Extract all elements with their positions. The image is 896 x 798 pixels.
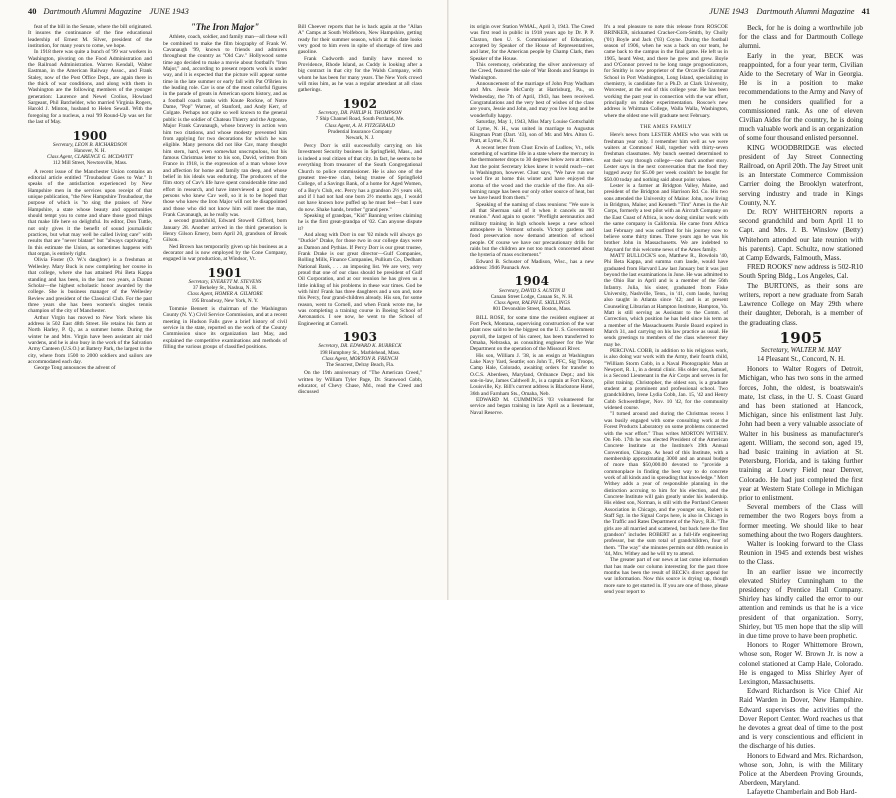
class-officer: Class Agent, RALPH E. SKILLINGS xyxy=(494,300,570,307)
text-column xyxy=(470,24,594,594)
class-address: 7 Ship Channel Road, South Portland, Me. xyxy=(315,116,405,123)
article-paragraph: Athlete, coach, soldier, and family man—all these will be combined to make the film biography of Frank W. Cavanaugh '99, known to friends and admirers throughout the country as "Old Cav." Hollywood some time ago decided to make a movie about football's "Iron Major," and, according to present reports work is under way, and it is expected that the picture will appear some time in the late summer or early fall with Pat O'Brien in the leading role. Cav is one of the most colorful figures in the parade of greats in American sports history, and as a football coach ranks with Knute Rockne, of Notre Dame, "Pop" Warner, of Stanford, and Andy Kerr, of Colgate. Perhaps not quite so well known to the general public is the soldier of Chateau Thierry and the Argonne, Major Frank Cavanaugh, whose bravery in action won him two citations, and whose modesty prevented him from applying for two decorations for which he was eligible. Many persons did not like Cav, many thought him stern, hard, even somewhat unscrupulous, but his famous Christmas letter to his son, David, written from France in 1918, is the expression of a man whose love and affection for home and family ran deep, and whose belief in his ideals was enduring. The producers of the film story of Cav's life have spent considerable time and effort in research, and have interviewed a good many persons who knew Cav well, so it is to be hoped that those who knew the Iron Major will not be disappointed and those who did not know him will meet the man, Frank Cavanaugh, as he really was. xyxy=(163,34,287,218)
article-paragraph: Saturday, May 1, 1943, Miss Mary Louise Gottschaldt of Lyme, N. H., was united in marriage to Augustus Kingman Pratt (Dart. '43), son of Mr. and Mrs. Alton G. Pratt, at Lyme, N. H. xyxy=(470,119,594,145)
article-paragraph: a second grandchild, Edward Stowell Gifford, born January 28. Another arrived in the third generation is Henry Gilson Emery, born April 20, grandson of Brook Gilson. xyxy=(163,218,287,244)
class-section-heading xyxy=(739,328,863,363)
article-paragraph: its origin over Station WMAL, April 3, 1943. The Creed was first read in public in 1918 years ago by Dr. P. P. Claxton, then U. S. Commissioner of Education, accepted by Speaker of the House of Representatives, and later, for the American people by Champ Clark, then Speaker of the House. xyxy=(470,24,594,62)
article-paragraph: Walter is looking forward to the Class Reunion in 1945 and extends best wishes to the Class. xyxy=(739,539,863,567)
article-paragraph: Lafayette Chamberlain and Bob Hard- xyxy=(747,788,857,797)
article-paragraph: George Tong announces the advent of xyxy=(34,365,116,372)
article-paragraph: Ned Brown has temporarily given up his business as a decorator and is now employed by the Cone Company, engaged in war production, at Windsor, Vt. xyxy=(163,243,287,263)
article-paragraph: Honors to Walter Rogers of Detroit, Michigan, who has two sons in the armed forces, John, the oldest, is boatswain's mate, 1st class, in the U. S. Coast Guard and has been stationed at Hancock, Michigan, since his enlistment last July. John had been a very valuable associate of Walter in his business as manufacturer's agent. William, the second son, aged 19, had basic training in aviation at St. Petersburg, Florida, and is taking further training at Lowry Field near Denver, Colorado. He had just completed the first year at Western State College in Michigan prior to enlistment. xyxy=(739,365,863,502)
page-number: 40 xyxy=(28,7,37,16)
article-paragraph: Percy Dorr is still successfully carrying on his Investment Security business in Springfield, Mass., and is indeed a real citizen of that city. In fact, he seems to be everything from treasurer of the South Congregational Church to police commissioner. He is also one of the greatest tree-tree clan, being trustee of Springfield College, of a Savings Bank, of a home for Aged Women, of a Boy's Club, etc. Percy has a grandson 2½ years old, and if I had not had one born 2½ months ago, I would not have known how puffed up he must feel—but I sure do now. Shake hands, brother "grand pere." xyxy=(298,143,422,213)
class-officer: Class Agent, A. H. FITZGERALD xyxy=(325,122,395,129)
text-column xyxy=(163,24,287,594)
article-paragraph: feat of the bill in the Senate, where the bill originated. It insures the continuance of the fine educational leadership of Ernest M. Silver, president of the institution, for many years to come, we hope. xyxy=(28,24,152,50)
class-officer: Secretary, EVERETT M. STEVENS xyxy=(188,279,262,286)
article-paragraph: The greater part of our news at last come information that has made our column interesting for the past three months has been the result of BECK's direct appeal for war information. Now this source is drying up, though more sure to get started in. If you are one of those, please send your report to xyxy=(604,557,728,596)
class-officer: Secretary, LEON B. RICHARDSON xyxy=(52,141,128,148)
article-paragraph: FRED ROOKS' new address is 502-R10 South Spring Bldg., Los Angeles, Cal. xyxy=(739,263,863,281)
article-paragraph: It's a real pleasure to note this release from ROSCOE BRINKER, nicknamed Cracker-Corn-Smith, by Cholly ('01) Boyle and Jack ('03) Coyne. During the football season of 1906, when he was a back on our team, he came back to the campus in the final game. He left us in 1905, heard West, and there he grew and grew. Boyle and O'Connor proved to be long range prognosticators, for Smithy is now proprietor of the Orcaville Grammar School in Port Washington, Long Island, specializing in chemistry, is candidate for a Ph.D. at Clark University, Worcester, at the end of this college year. He has been working the past year in connection with the war effort, principally on rubber experimentation. Roscoe's new address is Whitman College, Walla Walla, Washington, where the oldest one will graduate next February. xyxy=(604,24,728,119)
subheading xyxy=(604,124,728,130)
article-paragraph: Honors to Edward and Mrs. Richardson, whose son, John, is with the Military Police at the Aberdeen Proving Grounds, Aberdeen, Maryland. xyxy=(739,751,863,788)
text-column xyxy=(298,24,422,594)
article-paragraph: Announcement of the marriage of John Pray Wadham and Mrs. Jessie McCurdy at Harrisburg, Pa., on Wednesday, the 7th of April, 1943, has been received. Congratulations and the very best of wishes of the class are yours, Jessie and John, and may you live long and be wonderfully happy. xyxy=(470,81,594,119)
article-paragraph: Honors to Roger Whittemore Brown, whose son, Roger W. Brown Jr. is now a colonel stationed at Camp Hale, Colorado. He is engaged to Miss Shirley Ayer of Lexington, Massachusetts. xyxy=(739,641,863,686)
article-paragraph: Speaking of the naming of class reunions: "We sure is all that Sherman said of it when it cancels an '03 reunion." And again to quote: "Preflight aeronautics and military training in high schools keeps a new school atmosphere in Vermont schools. Victory gardens and food preservation now demand attention of school people. Of course we have our precautionary drills for raids but the children are not too much concerned about the hysteria of mass excitement." xyxy=(470,201,594,259)
class-year: 1905 xyxy=(779,328,823,347)
article-paragraph: Olivia Foster (O. W.'s daughter) is a freshman at Wellesley. Mary Buck is now completing her course in that college, where she has attained Phi Beta Kappa standing and has been, in the last two years, a Durant Scholar—the highest scholastic honor awarded by the college. She is business manager of the Wellesley Review and president of the Classical Club. For the past three years she has been women's singles tennis champion of the city of Manchester. xyxy=(28,257,152,315)
text-column xyxy=(28,24,152,594)
class-address: 14 Pleasant St., Concord, N. H. xyxy=(757,354,845,363)
article-paragraph: PERCIVAL COBB, in addition to his religious work, is also doing war work with the Army, their fourth child, "William Storm Cobb, in a Naval Photographic Man at Newport, R. I., in a dental clinic. His older son, Samuel, is a Second Lieutenant in the Air Corps and serves in for pilot training. Christopher, the oldest son, is a graduate student at a prominent and professional school. Two grandchildren, Irene Lydia Cobb, Jan. 15, '42 and Henry Cobb Schwerdtfeger, Nov. 10 '42, for the community widened course. xyxy=(604,348,728,412)
right-page-header xyxy=(709,7,870,16)
class-address: 801 Devonshire Street, Boston, Mass. xyxy=(492,306,572,313)
text-column xyxy=(739,24,863,797)
article-paragraph: On the 19th anniversary of "The American Creed," written by William Tyler Page, Dr. Stanwood Cobb, educator, of Chevy Chase, Md., read the Creed and discussed xyxy=(298,370,422,396)
class-officer: Class Agent, MORTON R. FRENCH xyxy=(322,355,398,362)
article-paragraph: A recent issue of the Manchester Union contains an editorial article entitled "Troubadour Goes to War." It speaks of the antisfaction experienced by New Hampshire men in the services upon receipt of that unique publication, "the New Hampshire Troubadour, the purpose of which is "to sing the praises of New Hampshire, a state whose beauty and opportunities should tempt you to come and share those good things that make life here so delightful. Its editor, Don Tuttle, not only gives it the benefit of sound journalistic practices, but what may well be called living care" with results that are "never blatant" but "always captivating." In this estimate the Union, as sometimes happens with that organ, is entirely right. xyxy=(28,168,152,258)
class-section-heading xyxy=(28,128,152,167)
article-paragraph: Early in the year, BECK was reappointed, for a four year term, Civilian Aide to the Secretary of War in Georgia. He is in a position to make recommendations to the Army and Navy of men he considers qualified for a commissioned rank. As one of eleven Civilian Aides for the country, he is doing much valuable work and is an organization of some four thousand enlisted personnel. xyxy=(739,51,863,143)
article-paragraph: Several members of the Class will remember the two Rogers boys from a former meeting. We should like to hear something about the two Rogers daughters. xyxy=(739,503,863,539)
page-number: 41 xyxy=(861,7,870,16)
left-page xyxy=(0,0,448,600)
class-officer: Secretary, DAVID S. AUSTIN II xyxy=(498,287,565,294)
article-paragraph: In 1918 there was quite a bunch of '99 war workers in Washington, pivoting on the Food Administration and the Railroad Administration. Warren Kendall, Walter Eastman, in the American Railway Assoc., and Frank Staley, now of the Post Office Dept., are again there in the thick of war conditions, and along with them in Washington are the following members of the younger generation: Laurence and Newel Crolius, Howland Sargeant, Phil Batchelder, who married Virginia Rogers, Harold J. Minton, husband to Helen Sewall. With the foregoing for a nucleus, a real '99 Round-Up was set for the last of May. xyxy=(28,49,152,126)
article-paragraph: Arthur Virgin has moved to New York where his address is 502 East 48th Street. He retains his farm at North Harley, P. Q., as a summer home. During the winter he and Mrs. Virgin have been assistant air raid wardens, and he is also busy in the work of the Salvation Army Canteen (U.S.O.) at Battery Park, the largest in the city, where from 1500 to 2000 soldiers and sailors are accommodated each day. xyxy=(28,314,152,365)
magazine-title: Dartmouth Alumni Magazine xyxy=(43,7,142,16)
article-paragraph: His son, William J. '38, is an ensign at Washington Lake Navy Yard, Seattle; son John T., PFC, Sig Troops, Camp Hale, Colorado, awaiting orders for transfer to O.C.S. Aberdeen, Maryland, Ordnance Dept.; and his son-in-law, James Caldwell Jr., is a captain at Fort Knox, Louisville, Ky. Bill's current address is Blackstone Hotel, 36th and Farnham Sts., Omaha, Neb. xyxy=(470,352,594,397)
article-paragraph: Speaking of grandpas, "Kid" Banning writes claiming he is the first great-grandpa of '02. Can anyone dispute it? xyxy=(298,212,422,232)
text-column xyxy=(604,24,728,594)
class-officer: Secretary, DR. PHILIP H. THOMPSON xyxy=(318,110,402,117)
class-address: 198 Humphrey St., Marblehead, Mass. xyxy=(319,349,401,356)
class-section-heading xyxy=(298,96,422,141)
class-section-heading xyxy=(298,330,422,369)
class-officer: Secretary, DR. EDWARD K. BURBECK xyxy=(318,343,402,350)
class-address: The Seacrest, Delray Beach, Fla. xyxy=(325,362,395,369)
class-section-heading xyxy=(470,274,594,313)
article-title: "The Iron Major" xyxy=(190,22,260,32)
class-year: 1901 xyxy=(207,265,243,280)
article-paragraph: Beck, for he is doing a worthwhile job for the class and for Dartmouth College alumni. xyxy=(739,24,863,51)
class-address: Canaan Street Lodge, Canaan St., N. H. xyxy=(490,293,574,300)
article-paragraph: BILL ROSE, for some time the resident engineer at Fort Peck, Montana, supervising construction of the war plant now said to be the biggest on the U. S. Government payroll, the largest of his career, has been transferred to Omaha, Nebraska, as consulting engineer for the War Department on the operation of the Missouri River. xyxy=(470,314,594,353)
class-address: 195 Broadway, New York, N. Y. xyxy=(191,297,259,304)
article-paragraph: This ceremony, celebrating the silver anniversary of the Creed, featured the sale of War Bonds and Stamps in Washington. xyxy=(470,62,594,81)
article-paragraph: Dr. ROY WHITEHORN reports a second grandchild and born April 11 to Capt. and Mrs. J. B. Winslow (Betty) Whitehorn attended our late reunion with his parents). Capt. Schultz, now stationed at Camp Edwards, Falmouth, Mass. xyxy=(739,208,863,263)
article-paragraph: Edward B. Schuster of Madison, Wisc., has a new address: 3946 Paunack Ave. xyxy=(470,258,594,272)
class-address: Newark, N. J. xyxy=(345,134,375,141)
class-year: 1904 xyxy=(514,274,550,289)
article-paragraph: And along with Dorr in our '02 minds will always go "Duckie" Drake, for those two in our college days were as Damon and Pythias. If Percy Dorr is our great trustee, Frank Drake is our great director—Gulf Companies, Rolling Mills, Finance Companies, Pullium Co., Dedham National Bank, . . . an imposing list. We are very, very proud that one of our class should be president of Gulf Oil Corporation, and at our reunion he has given us a little inkling of his problems in these war times. God be with him! Frank has three daughters and a son and, note this Percy, four grand-children already. His son, for some reason, went to Cornell, and when Frank wrote me, he was completing a training course in Boeing School of Aeronautics. I see now, he went to the School of Engineering at Cornell. xyxy=(298,231,422,327)
left-page-header xyxy=(28,7,189,16)
subheading-text: THE AMES FAMILY xyxy=(640,124,692,131)
class-year: 1903 xyxy=(342,330,378,345)
class-officer: Class Agent, HOMER A. GILMORE xyxy=(187,291,263,298)
article-paragraph: KING WOODBRIDGE was elected president of Jay Street Connecting Railroad, on April 20th. The Jay Street unit is an Interstate Commerce Commission Carrier doing the Brooklyn waterfront, serving industry and trade in Kings County, N.Y. xyxy=(739,143,863,207)
class-officer: Class Agent, CLARENCE G. MCDAVITT xyxy=(46,154,134,161)
article-paragraph: Tommie Bennett is chairman of the Washington County (N. Y.) Civil Service Commission, and at a recent meeting in Hudson Falls gave a brief history of civil service in the state, reported on the work of the County Commission since its organization last May, and explained the competitive examinations and methods of filling the various groups of classified positions. xyxy=(163,305,287,350)
issue-date: JUNE 1943 xyxy=(709,7,749,16)
article-paragraph: Edward Richardson is Vice Chief Air Raid Warden in Dover, New Hampshire. Edward supervises the activities of the Dover Report Center. Word reaches us that he devotes a great deal of time to the post and is very conscientious and efficient in the discharge of his duties. xyxy=(739,687,863,751)
issue-date: JUNE 1943 xyxy=(149,7,189,16)
article-paragraph: EDWARD M. CUMMINGS '03 volunteered for service and began training in late April as a lieutenant, Naval Reserve. xyxy=(470,397,594,416)
class-year: 1900 xyxy=(72,128,108,143)
class-year: 1902 xyxy=(342,96,378,111)
class-address: Prudential Insurance Company xyxy=(327,128,393,135)
article-paragraph: Lester is a farmer at Bridgton Valley, Maine, and president of the Bridgton and Harrison Rd. Co. His two sons attended the University of Maine: John, now living in Bridgton, Maine; and Kenneth "Tim" Ames in the Air Corps, formerly a test pilot with an Aircraft Company on the East Coast of Africa, is now doing similar work with the same company in California. He came from Africa last February and was outfitted for his journey now to believe some thirty times. Three years ago he was his brother John in Massachusetts. We are indebted to Maynard for this welcome news of the Ames family. xyxy=(604,183,728,253)
article-paragraph: MATT BULLOCK'S son, Matthew R., Bowdoin '40, Phi Beta Kappa, and summa cum laude, would have graduated from Harvard Law last January but it was just beyond the last examinations in June. He was admitted to the Ohio Bar in April and is a member of the 56th Infantry. Julia, his sister, graduated from Fiske University, Nashville, Tenn., in '41, cum laude, having also taught in Atlanta since '42; and is at present Counseling Librarian at Hampton Institute, Hampton, Va. Matt is still serving as Assistant to the Comm. of Correction, which position he has held since his term as a member of the Massachusetts Parole Board expired in March 31, and carrying on his law practice as usual. He sends greetings to members of the class wherever they may be. xyxy=(604,252,729,348)
article-paragraph: The BURTONS, as their sons are writers, report a new graduate from Sarah Lawrence College on May 29th where their daughter, Deborah, is a member of the graduating class. xyxy=(739,281,863,327)
article-paragraph: "I turned around and during the Christmas recess I was busily engaged with some consulting work at the Forest Products Laboratory on some problems connected with the war effort." Thus writes MORTON WITHEY. On Feb. 17th he was elected President of the American Concrete Institute at the Institute's 39th Annual Convention, Chicago. As head of this Institute, with a membership approximating 3000 and an annual budget of more than $50,000.00 devoted to "provide a commonplace in finding the best way to do concrete work of all kinds and in spreading that knowledge." Mort Withey adds a year of responsible planning in the distinction accruing to him for his election, and the Concrete Institute will gain greatly under his leadership. His eldest son, Norman, is still with the Portland Cement Association in Chicago, and the younger son, Robert is Staff Sgt. in the Signal Corps here, is also in Chicago in the Traffic and Rates Department of the Navy, R.R. "The girls are all married and scattered, but back here the first grandson" includes ROBERT as a full-life engineering professor, but the sum total of grandchildren, four of them. "The way" she minutes permits our 40th reunion in '44, Mrs. Withey and he will try to attend. xyxy=(604,411,728,558)
article-paragraph: Bill Cheever reports that he is back again at the "Allan A" Camps at South Wolfeboro, New Hampshire, getting ready for their summer season, which at this date looks very good to him even in spite of shortage of tires and gasoline. xyxy=(298,24,422,56)
article-paragraph: Frank Cudworth and family have moved to Providence, Rhode Island, as Cuddy is looking after a big contract in that city for the Walsh Company, with whom he has been for many years. The New York crowd will miss him, as he was a regular attendant at all class gatherings. xyxy=(298,55,422,94)
class-address: 112 Mill Street, Newtonville, Mass. xyxy=(52,160,128,167)
magazine-title: Dartmouth Alumni Magazine xyxy=(756,7,855,16)
class-address: Hanover, N. H. xyxy=(74,148,106,155)
article-paragraph: A recent letter from Clust Erwin of Ludlow, Vt., tells something of wartime life in a state where the mercury in the thermometer drops to 30 degrees below zero at times. Just the point Secretary Ickes knew it would reach—not in Washington, however. Clust says, "We have run our wood fire at home this winter and have enjoyed the aroma of the wood and the crackle of the fire. An oil-burning range has been our only other source of heat, but we have heard from them." xyxy=(470,144,594,202)
article-paragraph: Here's news from LESTER AMES who was with us freshman year only. I remember him well as we were waiters at Commons' Hall, together with thirty-seven freshman classmates. My bunch seemed determined to eat their way through college—one that's another story. Lester says in the next conversation that the food they lugged away for $5.00 per week couldn't be bought for $50.00 today and nothing said about point values. xyxy=(604,132,728,183)
class-officer: Secretary, WALTER M. MAY xyxy=(760,345,842,354)
article-paragraph: In an earlier issue we incorrectly elevated Shirley Cunningham to the presidency of Prentice Hall Company. Shirley has kindly called the error to our attention and reminds us that he is a vice president of that organization. Sorry, Shirley, but '05 men hope that the slip will in due time prove to have been prophetic. xyxy=(739,567,863,640)
class-section-heading xyxy=(163,265,287,304)
class-address: 37 Berkeley St., Nashua, N. H. xyxy=(192,285,258,292)
